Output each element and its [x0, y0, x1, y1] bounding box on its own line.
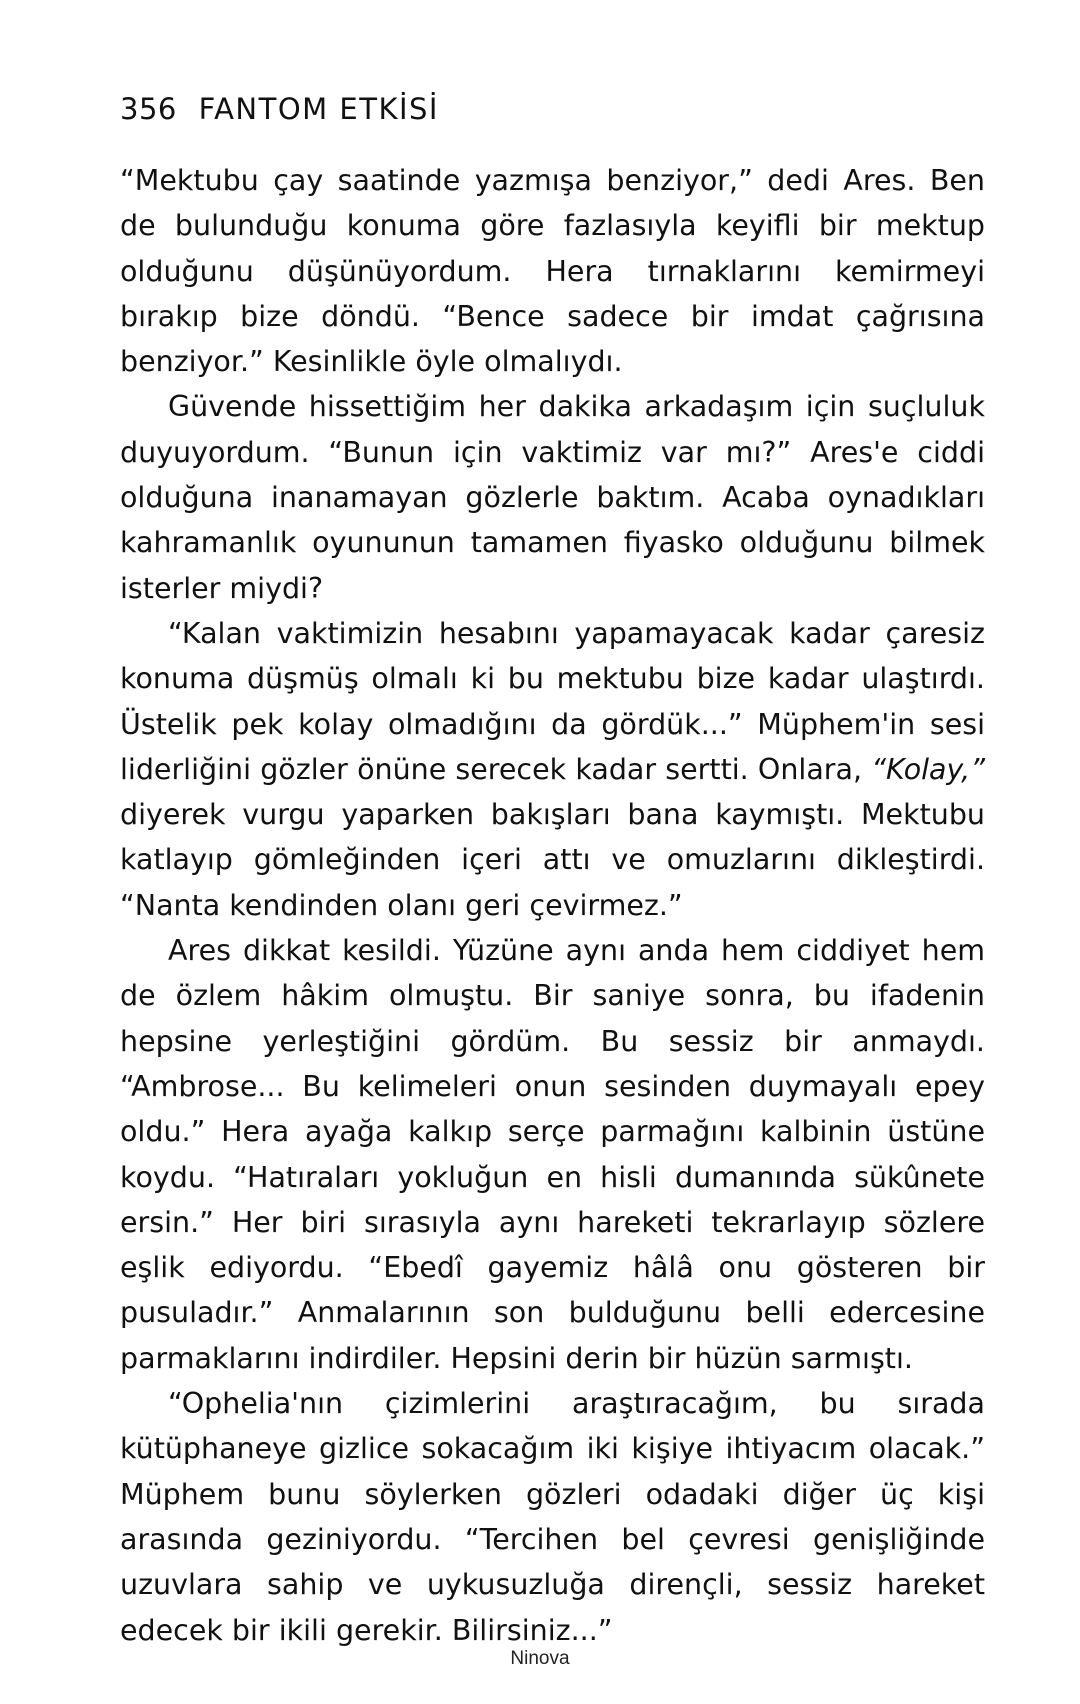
paragraph-3 — [120, 611, 985, 928]
paragraph-3-continuation: diyerek vurgu yaparken bakışları bana kaymıştı. Mektubu katlayıp gömleğinden içeri attı ve omuzlarını dikleştirdi. “Nanta kendinden olanı geri çevirmez.” — [120, 798, 985, 922]
book-title: FANTOM ETKİSİ — [198, 92, 439, 126]
paragraph-1: “Mektubu çay saatinde yazmışa benziyor,” dedi Ares. Ben de bulunduğu konuma göre fazlasıyla keyifli bir mektup olduğunu düşünüyordum. Hera tırnaklarını kemirmeyi bırakıp bize döndü. “Bence sadece bir imdat çağrısına benziyor.” Kesinlikle öyle olmalıydı. — [120, 164, 985, 379]
page-number: 356 — [120, 92, 177, 126]
paragraph-4: Ares dikkat kesildi. Yüzüne aynı anda hem ciddiyet hem de özlem hâkim olmuştu. Bir saniye sonra, bu ifadenin hepsine yerleştiğini gördüm. Bu sessiz bir anmaydı. “Ambrose... Bu kelimeleri onun sesinden duymayalı epey oldu.” Hera ayağa kalkıp serçe parmağını kalbinin üstüne koydu. “Hatıraları yokluğun en hisli dumanında sükûnete ersin.” Her biri sırasıyla aynı hareketi tekrarlayıp sözlere eşlik ediyordu. “Ebedî gayemiz hâlâ onu gösteren bir pusuladır.” Anmalarının son bulduğunu belli edercesine parmaklarını indirdiler. Hepsini derin bir hüzün sarmıştı. — [120, 934, 985, 1375]
publisher-footer: Ninova — [510, 1648, 570, 1669]
paragraph-5: “Ophelia'nın çizimlerini araştıracağım, bu sırada kütüphaneye gizlice sokacağım iki kişiye ihtiyacım olacak.” Müphem bunu söylerken gözleri odadaki diğer üç kişi arasında geziniyordu. “Tercihen bel çevresi genişliğinde uzuvlara sahip ve uykusuzluğa dirençli, sessiz hareket edecek bir ikili gerekir. Bilirsiniz...” — [120, 1387, 985, 1647]
paragraph-2: Güvende hissettiğim her dakika arkadaşım için suçluluk duyuyordum. “Bunun için vaktimiz var mı?” Ares'e ciddi olduğuna inanamayan gözlerle baktım. Acaba oynadıkları kahramanlık oyununun tamamen fiyasko olduğunu bilmek isterler miydi? — [120, 390, 985, 605]
emphasis-kolay: “Kolay,” — [871, 752, 985, 786]
paragraph-3-text: “Kalan vaktimizin hesabını yapamayacak kadar çaresiz konuma düşmüş olmalı ki bu mektubu bize kadar ulaştırdı. Üstelik pek kolay olmadığını da gördük...” Müphem'in sesi liderliğini gözler önüne serecek kadar sertti. Onlara, — [120, 616, 985, 786]
body-text — [120, 158, 985, 1653]
running-header — [120, 92, 439, 126]
